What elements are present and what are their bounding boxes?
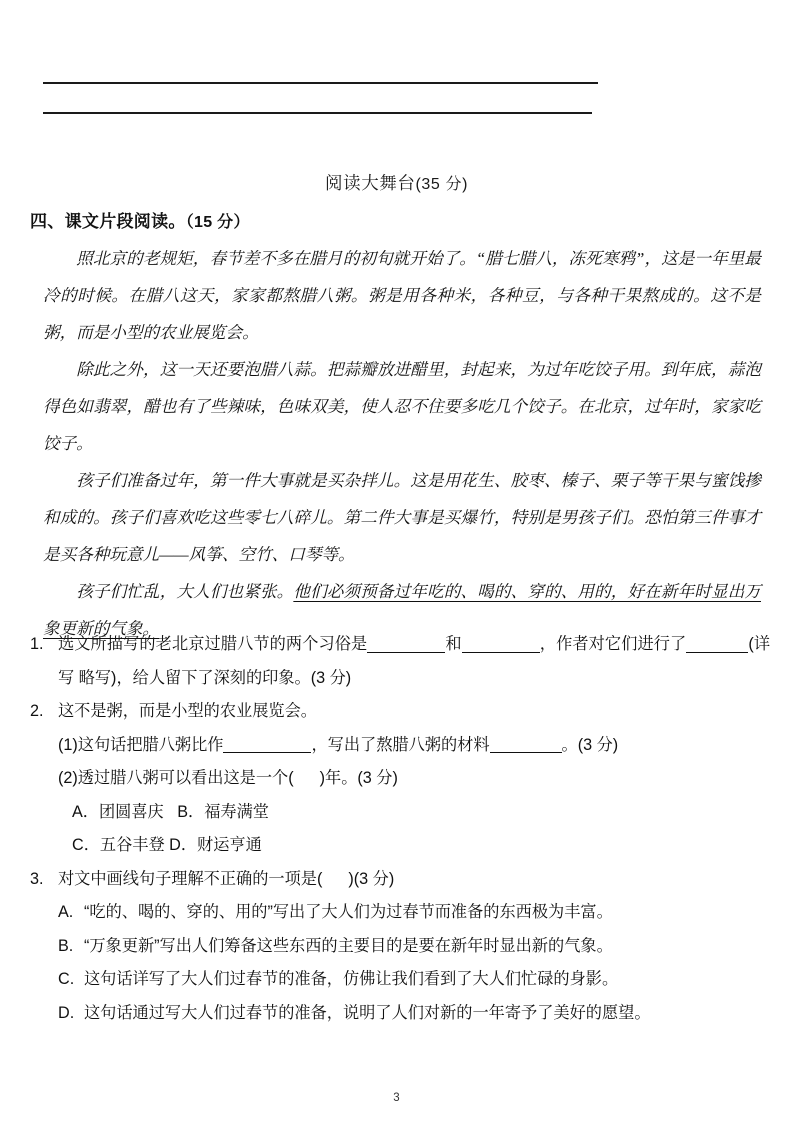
question-2-sub-1-text-b: ，写出了熬腊八粥的材料 [311,735,490,754]
part-heading-label: 四、课文片段阅读。 [30,212,186,231]
question-2-sub-1-label: (1) [58,735,78,754]
question-2-number: 2. [30,702,44,720]
question-3-option-b-text: “万象更新”写出人们筹备这些东西的主要目的是要在新年时显出新的气象。 [84,936,613,955]
section-banner-score: (35 分) [415,176,468,193]
question-3-number: 3. [30,869,44,888]
option-b-text[interactable]: 福寿满堂 [204,802,269,821]
questions-list [30,628,770,1030]
question-2-options-row-2 [72,829,770,863]
question-1-text-a: 选文所描写的老北京过腊八节的两个习俗是 [58,635,368,653]
passage-paragraph-1: 照北京的老规矩，春节差不多在腊月的初旬就开始了。“腊七腊八，冻死寒鸦”，这是一年里最冷的时候。在腊八这天，家家都熬腊八粥。粥是用各种米，各种豆，与各种干果熬成的。这不是粥，而是小型的农业展览会。 [43,249,761,342]
question-1-number: 1. [30,635,44,653]
question-3-body [58,863,770,897]
question-1-text-b: 和 [445,635,462,653]
question-3-option-b-letter: B. [58,936,74,955]
question-2-sub-1-text-c: 。(3 分) [561,735,619,754]
question-2-sub-2-label: (2) [58,769,78,787]
question-3 [30,863,770,897]
question-3-option-a[interactable] [58,896,770,930]
page-number: 3 [393,1092,400,1104]
reading-passage [43,240,761,647]
option-a-letter: A． [72,802,99,821]
option-d-text[interactable]: 财运亨通 [197,836,262,854]
section-banner [0,170,793,195]
passage-underlined-sentence: 他们必须预备过年吃的、喝的、穿的、用的，好在新年时显出万象更新的气象。 [43,582,761,638]
option-d-letter: D． [169,836,198,854]
answer-line-1 [43,82,598,84]
option-c-letter: C． [72,836,100,854]
part-heading-score: （15 分） [185,214,250,231]
question-1-blank-1[interactable] [367,635,445,653]
answer-line-2 [43,112,592,114]
question-2-text: 这不是粥，而是小型的农业展览会。 [58,702,317,720]
question-1-body [58,628,770,695]
question-1 [30,628,770,695]
question-2-sub-2-text-b: )年。(3 分) [319,769,398,787]
answer-blank-lines [43,82,598,142]
question-3-option-b[interactable] [58,930,770,964]
question-3-text-a: 对文中画线句子理解不正确的一项是( [58,869,323,888]
question-3-text-b: )(3 分) [348,869,395,888]
passage-paragraph-3: 孩子们准备过年，第一件大事就是买杂拌儿。这是用花生、胶枣、榛子、栗子等干果与蜜饯掺和成的。孩子们喜欢吃这些零七八碎儿。第二件大事是买爆竹，特别是男孩子们。恐怕第三件事才是买各种玩意儿——风筝、空竹、口琴等。 [43,471,761,564]
option-c-text[interactable]: 五谷丰登 [99,836,165,854]
section-banner-title: 阅读大舞台 [325,173,416,193]
question-1-blank-3[interactable] [686,635,748,653]
passage-paragraph-4-prefix: 孩子们忙乱，大人们也紧张。 [76,582,294,601]
question-3-option-c-text: 这句话详写了大人们过春节的准备，仿佛让我们看到了大人们忙碌的身影。 [84,970,619,988]
question-2-sub-2-text-a: 透过腊八粥可以看出这是一个( [77,769,294,787]
question-3-option-d-text: 这句话通过写大人们过春节的准备，说明了人们对新的一年寄予了美好的愿望。 [84,1003,651,1022]
option-b-letter: B． [177,802,205,821]
question-3-option-a-text: “吃的、喝的、穿的、用的”写出了大人们为过春节而准备的东西极为丰富。 [84,903,613,921]
question-2-sub-1-blank-1[interactable] [223,735,311,753]
question-2-options-row-1 [72,796,770,830]
question-3-option-a-letter: A. [58,903,74,921]
passage-paragraph-2: 除此之外，这一天还要泡腊八蒜。把蒜瓣放进醋里，封起来，为过年吃饺子用。到年底，蒜泡得色如翡翠，醋也有了些辣味，色味双美，使人忍不住要多吃几个饺子。在北京，过年时，家家吃饺子。 [43,360,761,453]
question-2-sub-2 [58,762,770,796]
question-3-option-c[interactable] [58,963,770,997]
question-3-option-d-letter: D. [58,1003,75,1022]
question-2 [30,695,770,729]
option-a-text[interactable]: 团圆喜庆 [98,802,164,821]
question-1-blank-2[interactable] [462,635,540,653]
question-1-text-c: ，作者对它们进行了 [539,635,687,653]
question-2-sub-1-text-a: 这句话把腊八粥比作 [77,735,224,754]
question-3-option-c-letter: C. [58,970,75,988]
question-1-text-d: (详写 略写)，给人留下了深刻的印象。(3 分) [58,635,771,687]
question-2-sub-1 [58,729,770,763]
question-3-option-d[interactable] [58,997,770,1031]
part-heading [30,207,250,232]
question-2-sub-1-blank-2[interactable] [490,735,562,753]
